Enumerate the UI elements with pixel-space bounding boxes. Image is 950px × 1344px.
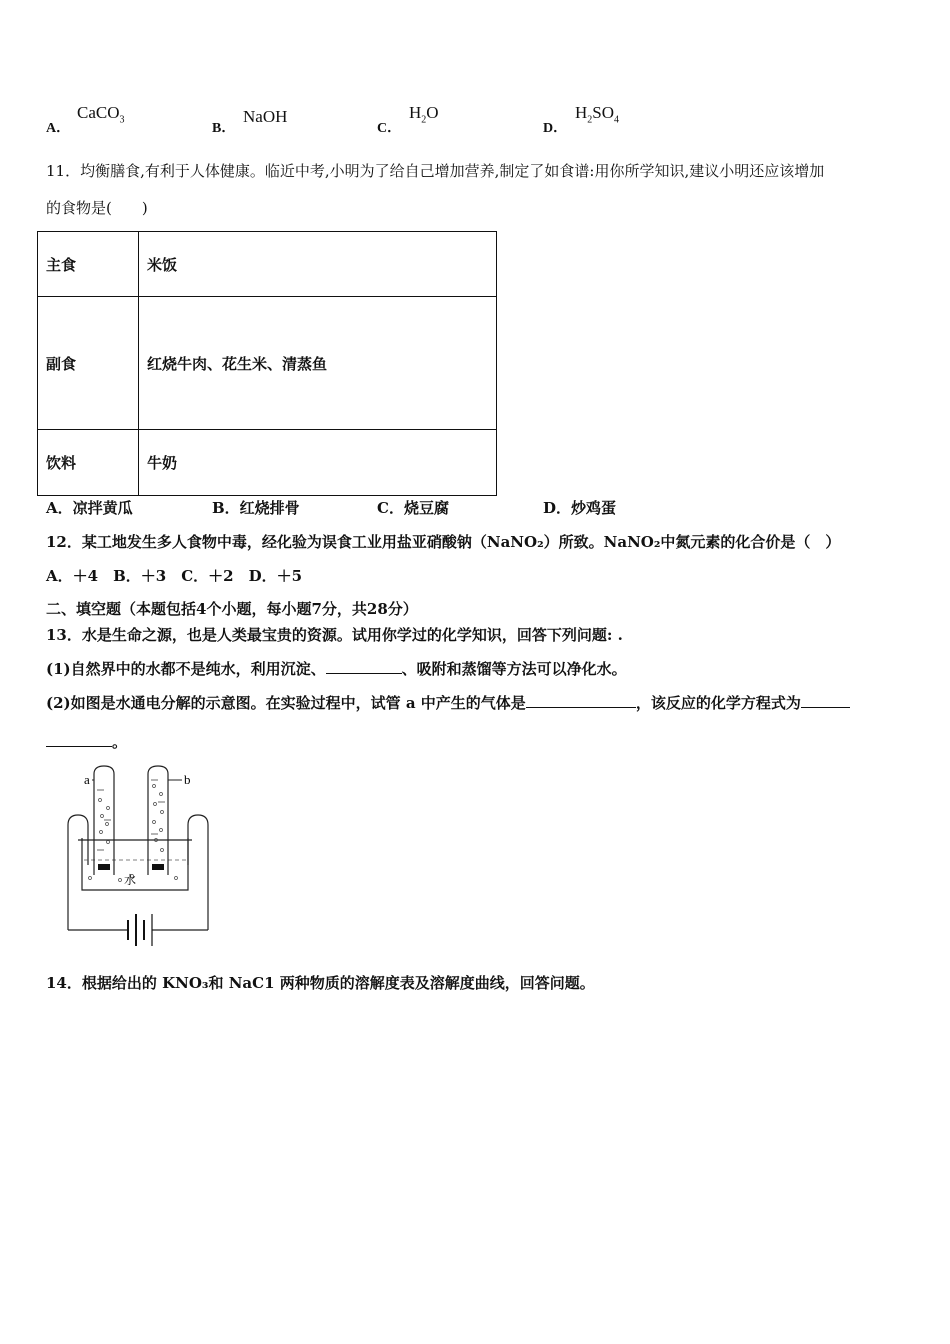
answer-blank[interactable] (801, 693, 850, 708)
section-heading: 二、填空题（本题包括4个小题，每小题7分，共28分） (46, 600, 418, 618)
wire-left (68, 815, 88, 930)
electrolysis-diagram (60, 760, 220, 950)
q10-option-d-formula: $H_2SO_4$ (575, 103, 620, 126)
electrode-a (98, 864, 110, 870)
table-row (38, 430, 497, 496)
q10-option-b-label: B． (212, 121, 236, 136)
q10-option-c-formula: $H_2O$ (409, 103, 439, 126)
q13-stem: 13．水是生命之源，也是人类最宝贵的资源。试用你学过的化学知识，回答下列问题: . (46, 626, 623, 644)
table-row (38, 297, 497, 430)
table-cell-category: 主食 (38, 232, 139, 297)
q11-stem-line2: 的食物是( ) (46, 199, 148, 217)
q13-part1 (46, 658, 627, 680)
table-cell-items: 红烧牛肉、花生米、清蒸鱼 (139, 297, 497, 430)
q13-part2-text-end: 。 (112, 733, 128, 751)
q13-part1-text-before: (1)自然界中的水都不是纯水，利用沉淀、 (46, 660, 326, 678)
test-tube-a (94, 766, 114, 875)
table-row (38, 232, 497, 297)
q11-option-d: D．炒鸡蛋 (543, 499, 617, 517)
tube-b-label: b (184, 772, 191, 787)
q10-option-b-formula: NaOH (243, 107, 288, 126)
q11-option-a: A．凉拌黄瓜 (46, 499, 133, 517)
wire-right (188, 815, 208, 930)
tube-a-label: a (84, 772, 90, 787)
q12-stem: 12．某工地发生多人食物中毒，经化验为误食工业用盐亚硝酸钠（NaNO₂）所致。NaNO₂中氮元素的化合价是（ ） (46, 533, 841, 551)
q13-part1-text-after: 、吸附和蒸馏等方法可以净化水。 (401, 660, 627, 678)
q11-option-b: B．红烧排骨 (212, 499, 300, 517)
q13-part2 (46, 692, 850, 714)
q10-option-d-label: D． (543, 121, 568, 136)
q10-option-c-label: C． (377, 121, 402, 136)
water-label: 水 (124, 873, 137, 887)
test-tube-b (148, 766, 168, 875)
table-cell-category: 副食 (38, 297, 139, 430)
q14-stem: 14．根据给出的 KNO₃和 NaC1 两种物质的溶解度表及溶解度曲线，回答问题。 (46, 974, 595, 992)
table-cell-category: 饮料 (38, 430, 139, 496)
q13-part2-text-before: (2)如图是水通电分解的示意图。在实验过程中，试管 a 中产生的气体是 (46, 694, 526, 712)
table-cell-items: 米饭 (139, 232, 497, 297)
q10-option-a-formula: CaCO$_3$ (77, 103, 125, 126)
battery-icon (128, 914, 152, 946)
q11-option-c: C．烧豆腐 (377, 499, 449, 517)
answer-blank[interactable] (526, 693, 636, 708)
q12-options: A．＋4 B．＋3 C．＋2 D．＋5 (46, 567, 303, 585)
q11-stem-line1: 11．均衡膳食,有利于人体健康。临近中考,小明为了给自己增加营养,制定了如食谱:用你所学知识,建议小明还应该增加 (46, 162, 825, 180)
q13-part2-text-middle: ，该反应的化学方程式为 (635, 694, 801, 712)
q13-part2-continuation (46, 731, 127, 753)
meal-table (37, 231, 497, 496)
table-cell-items: 牛奶 (139, 430, 497, 496)
q10-option-a-label: A． (46, 121, 71, 136)
answer-blank[interactable] (46, 732, 112, 747)
answer-blank[interactable] (326, 659, 402, 674)
electrode-b (152, 864, 164, 870)
